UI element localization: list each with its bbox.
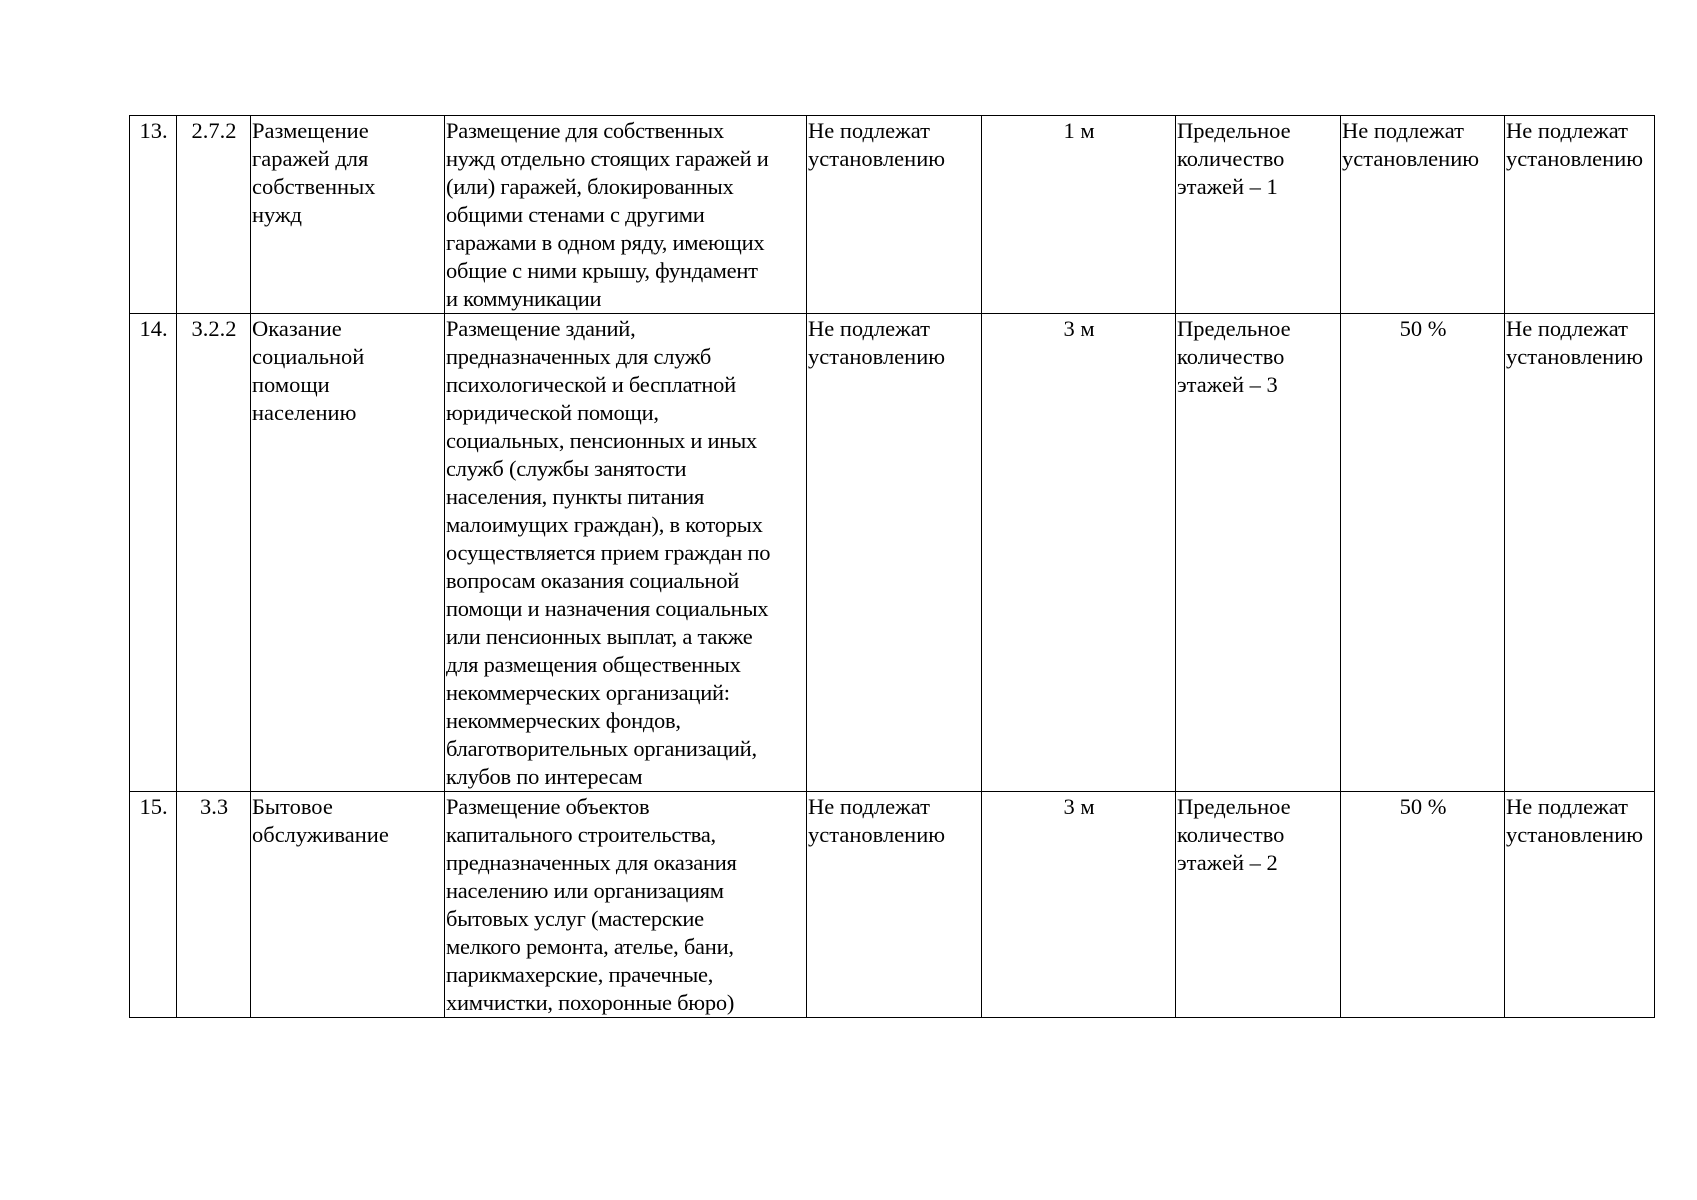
table-row (130, 314, 1655, 792)
use-name-cell (251, 314, 445, 792)
use-name: Оказание социальной помощи населению (252, 316, 365, 425)
other: Не подлежат установлению (1506, 118, 1644, 171)
plot-size-cell (807, 792, 982, 1018)
coverage: 50 % (1399, 794, 1447, 819)
land-use-regulations-table (129, 115, 1655, 1018)
use-description-cell (445, 314, 807, 792)
plot-size-cell (807, 314, 982, 792)
use-description-cell (445, 116, 807, 314)
use-code: 3.3 (199, 794, 229, 819)
setback-cell (982, 116, 1176, 314)
setback: 3 м (1063, 316, 1095, 341)
use-description-cell (445, 792, 807, 1018)
coverage-cell (1341, 116, 1505, 314)
row-number-cell (130, 116, 177, 314)
use-name: Размещение гаражей для собственных нужд (252, 118, 376, 227)
other: Не подлежат установлению (1506, 316, 1644, 369)
table-row (130, 116, 1655, 314)
row-number: 13. (139, 118, 168, 143)
floors-cell (1176, 314, 1341, 792)
coverage-cell (1341, 314, 1505, 792)
plot-size: Не подлежат установлению (808, 316, 946, 369)
coverage-cell (1341, 792, 1505, 1018)
table-row (130, 792, 1655, 1018)
row-number: 14. (139, 316, 168, 341)
other-cell (1505, 314, 1655, 792)
coverage: Не подлежат установлению (1342, 118, 1480, 171)
use-name-cell (251, 792, 445, 1018)
other: Не подлежат установлению (1506, 794, 1644, 847)
other-cell (1505, 792, 1655, 1018)
use-code: 3.2.2 (191, 316, 237, 341)
setback: 3 м (1063, 794, 1095, 819)
use-code-cell (177, 314, 251, 792)
floors: Предельное количество этажей – 1 (1177, 118, 1291, 199)
row-number: 15. (139, 794, 168, 819)
floors: Предельное количество этажей – 3 (1177, 316, 1291, 397)
floors-cell (1176, 116, 1341, 314)
use-code-cell (177, 792, 251, 1018)
use-name: Бытовое обслуживание (252, 794, 389, 847)
setback: 1 м (1063, 118, 1095, 143)
use-name-cell (251, 116, 445, 314)
coverage: 50 % (1399, 316, 1447, 341)
use-description: Размещение объектов капитального строительства, предназначенных для оказания населению или организациям бытовых услуг (мастерские мелкого ремонта, ателье, бани, парикмахерские, прачечные, химчистки, похоронные бюро) (446, 794, 737, 1015)
floors: Предельное количество этажей – 2 (1177, 794, 1291, 875)
other-cell (1505, 116, 1655, 314)
plot-size-cell (807, 116, 982, 314)
row-number-cell (130, 792, 177, 1018)
setback-cell (982, 314, 1176, 792)
setback-cell (982, 792, 1176, 1018)
floors-cell (1176, 792, 1341, 1018)
plot-size: Не подлежат установлению (808, 794, 946, 847)
row-number-cell (130, 314, 177, 792)
use-description: Размещение зданий, предназначенных для служб психологической и бесплатной юридической помощи, социальных, пенсионных и иных служб (службы занятости населения, пункты питания малоимущих граждан), в которых осуществляется прием граждан по вопросам оказания социальной помощи и назначения социальных или пенсионных выплат, а также для размещения общественных некоммерческих организаций: некоммерческих фондов, благотворительных организаций, клубов по интересам (446, 316, 771, 789)
use-code: 2.7.2 (191, 118, 237, 143)
use-code-cell (177, 116, 251, 314)
plot-size: Не подлежат установлению (808, 118, 946, 171)
use-description: Размещение для собственных нужд отдельно стоящих гаражей и (или) гаражей, блокированных общими стенами с другими гаражами в одном ряду, имеющих общие с ними крышу, фундамент и коммуникации (446, 118, 769, 311)
